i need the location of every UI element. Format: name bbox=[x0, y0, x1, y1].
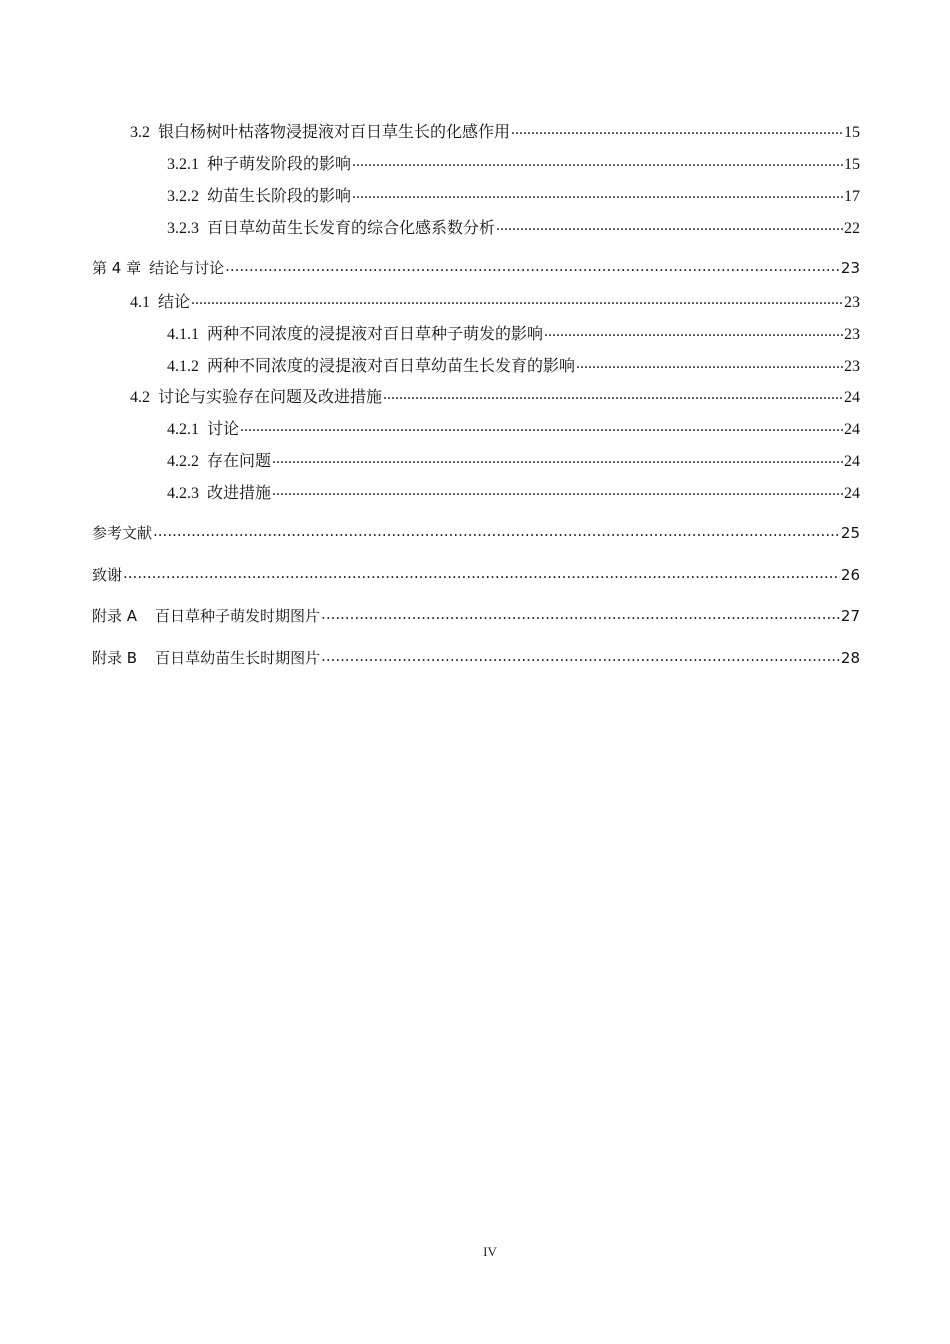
toc-entry-title: 结论与讨论 bbox=[149, 259, 225, 277]
toc-entry-chapter-4[interactable] bbox=[92, 257, 860, 279]
toc-entry-number: 4.2.1 bbox=[167, 421, 199, 438]
dot-leader bbox=[153, 523, 840, 538]
toc-entry-title: 百日草幼苗生长发育的综合化感系数分析 bbox=[207, 220, 496, 237]
toc-entry-acknowledgements[interactable] bbox=[92, 564, 860, 586]
dot-leader bbox=[272, 482, 843, 498]
toc-entry-4-1-2[interactable] bbox=[167, 353, 860, 375]
toc-entry-number: 3.2.1 bbox=[167, 156, 199, 173]
toc-entry-number: 4.1.2 bbox=[167, 358, 199, 375]
toc-entry-3-2[interactable] bbox=[130, 119, 860, 141]
dot-leader bbox=[123, 565, 840, 580]
toc-entry-number: 3.2.2 bbox=[167, 188, 199, 205]
dot-leader bbox=[352, 185, 843, 201]
toc-entry-title: 改进措施 bbox=[207, 485, 272, 502]
toc-entry-page: 24 bbox=[844, 421, 860, 438]
toc-entry-page: 24 bbox=[844, 389, 860, 406]
toc-entry-page: 23 bbox=[840, 259, 860, 277]
toc-entry-number: 4.2.2 bbox=[167, 453, 199, 470]
toc-entry-appendix-a[interactable] bbox=[92, 605, 860, 627]
toc-entry-number: 第 4 章 bbox=[92, 259, 142, 277]
toc-entry-number: 附录 A bbox=[92, 607, 138, 625]
toc-entry-number: 3.2 bbox=[130, 124, 150, 141]
toc-entry-number: 3.2.3 bbox=[167, 220, 199, 237]
toc-entry-3-2-3[interactable] bbox=[167, 215, 860, 237]
dot-leader bbox=[272, 450, 843, 466]
toc-entry-page: 28 bbox=[840, 649, 860, 667]
toc-entry-title: 两种不同浓度的浸提液对百日草幼苗生长发育的影响 bbox=[207, 358, 576, 375]
dot-leader bbox=[576, 355, 843, 371]
toc-entry-title: 种子萌发阶段的影响 bbox=[207, 156, 352, 173]
toc-entry-3-2-1[interactable] bbox=[167, 151, 860, 173]
toc-entry-4-1-1[interactable] bbox=[167, 321, 860, 343]
toc-entry-4-2[interactable] bbox=[130, 384, 860, 406]
toc-entry-page: 24 bbox=[844, 453, 860, 470]
toc-entry-number: 附录 B bbox=[92, 649, 138, 667]
toc-entry-number: 4.2.3 bbox=[167, 485, 199, 502]
dot-leader bbox=[544, 323, 843, 339]
toc-entry-page: 27 bbox=[840, 607, 860, 625]
toc-entry-page: 22 bbox=[844, 220, 860, 237]
dot-leader bbox=[511, 121, 843, 137]
toc-entry-title: 致谢 bbox=[92, 566, 123, 584]
page-number-footer: IV bbox=[483, 1244, 497, 1259]
dot-leader bbox=[496, 217, 843, 233]
toc-entry-title: 讨论与实验存在问题及改进措施 bbox=[158, 389, 383, 406]
toc-entry-title: 参考文献 bbox=[92, 524, 153, 542]
toc-entry-number: 4.2 bbox=[130, 389, 150, 406]
toc-entry-number: 4.1.1 bbox=[167, 326, 199, 343]
toc-entry-appendix-b[interactable] bbox=[92, 647, 860, 669]
toc-entry-number: 4.1 bbox=[130, 294, 150, 311]
toc-entry-title: 百日草幼苗生长时期图片 bbox=[155, 649, 321, 667]
toc-entry-page: 17 bbox=[844, 188, 860, 205]
toc-entry-3-2-2[interactable] bbox=[167, 183, 860, 205]
toc-entry-page: 24 bbox=[844, 485, 860, 502]
toc-entry-4-1[interactable] bbox=[130, 289, 860, 311]
toc-entry-title: 讨论 bbox=[207, 421, 240, 438]
dot-leader bbox=[321, 606, 840, 621]
toc-entry-4-2-1[interactable] bbox=[167, 416, 860, 438]
toc-entry-page: 15 bbox=[844, 156, 860, 173]
dot-leader bbox=[383, 386, 843, 402]
toc-entry-title: 百日草种子萌发时期图片 bbox=[155, 607, 321, 625]
toc-entry-page: 23 bbox=[844, 358, 860, 375]
toc-entry-title: 两种不同浓度的浸提液对百日草种子萌发的影响 bbox=[207, 326, 544, 343]
dot-leader bbox=[240, 418, 843, 434]
toc-entry-page: 26 bbox=[840, 566, 860, 584]
toc-entry-page: 23 bbox=[844, 294, 860, 311]
dot-leader bbox=[191, 291, 843, 307]
toc-entry-page: 25 bbox=[840, 524, 860, 542]
toc-entry-references[interactable] bbox=[92, 522, 860, 544]
toc-entry-page: 23 bbox=[844, 326, 860, 343]
dot-leader bbox=[321, 648, 840, 663]
toc-entry-title: 存在问题 bbox=[207, 453, 272, 470]
toc-entry-page: 15 bbox=[844, 124, 860, 141]
toc-entry-title: 银白杨树叶枯落物浸提液对百日草生长的化感作用 bbox=[158, 124, 511, 141]
toc-entry-4-2-3[interactable] bbox=[167, 480, 860, 502]
toc-entry-title: 幼苗生长阶段的影响 bbox=[207, 188, 352, 205]
dot-leader bbox=[352, 153, 843, 169]
toc-entry-title: 结论 bbox=[158, 294, 191, 311]
toc-entry-4-2-2[interactable] bbox=[167, 448, 860, 470]
dot-leader bbox=[225, 258, 840, 273]
